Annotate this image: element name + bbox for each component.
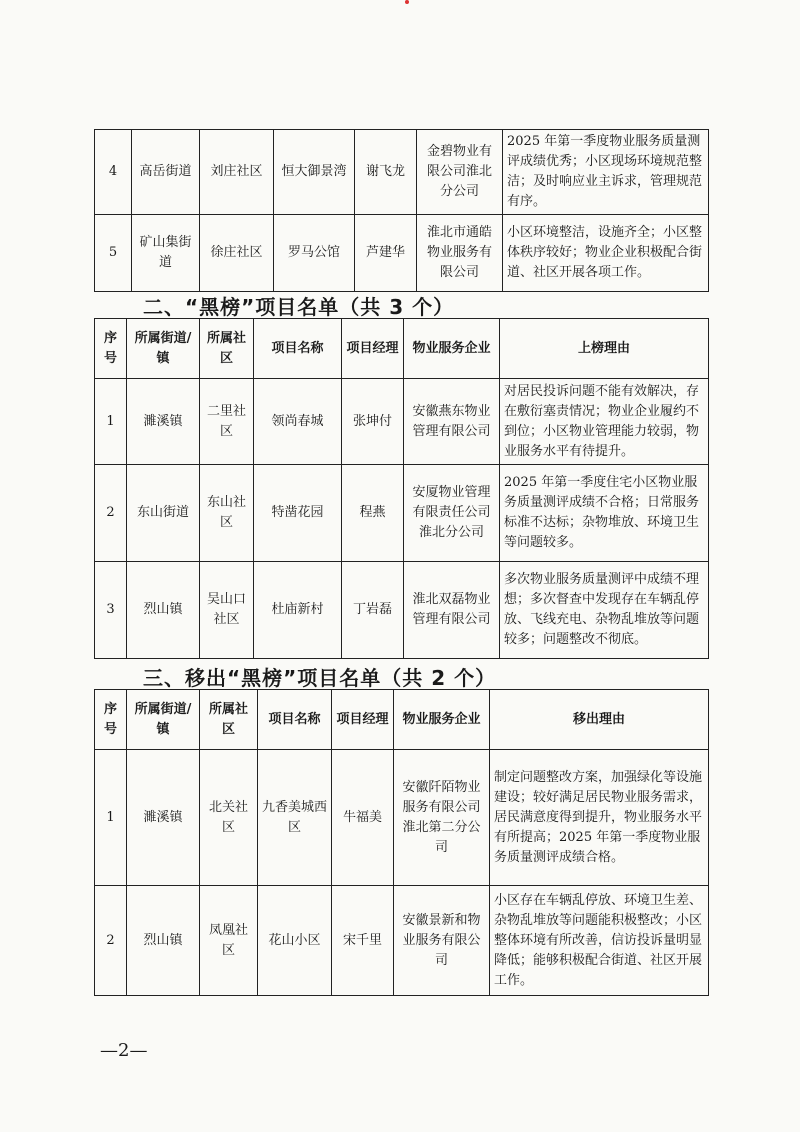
header-reason: 移出理由 [490, 690, 709, 750]
table-header-row [95, 319, 709, 379]
table-removed-from-blacklist [94, 689, 709, 996]
table-row [95, 750, 709, 886]
cell-street: 高岳街道 [132, 130, 200, 215]
cell-company: 安厦物业管理有限责任公司淮北分公司 [404, 465, 500, 562]
table-blacklist [94, 318, 709, 659]
table-row [95, 562, 709, 659]
cell-street: 烈山镇 [127, 562, 200, 659]
cell-project: 领尚春城 [254, 379, 342, 465]
cell-reason: 小区存在车辆乱停放、环境卫生差、杂物乱堆放等问题能积极整改；小区整体环境有所改善，信访投诉量明显降低；能够积极配合街道、社区开展工作。 [490, 886, 709, 996]
cell-company: 金碧物业有限公司淮北分公司 [417, 130, 503, 215]
header-street: 所属街道/镇 [127, 690, 200, 750]
cell-reason: 对居民投诉问题不能有效解决，存在敷衍塞责情况；物业企业履约不到位；小区物业管理能力较弱，物业服务水平有待提升。 [500, 379, 709, 465]
header-reason: 上榜理由 [500, 319, 709, 379]
cell-manager: 牛福美 [332, 750, 394, 886]
cell-street: 濉溪镇 [127, 750, 200, 886]
cell-company: 淮北双磊物业管理有限公司 [404, 562, 500, 659]
cell-no: 2 [95, 465, 127, 562]
cell-no: 5 [95, 215, 132, 292]
cell-no: 1 [95, 379, 127, 465]
cell-reason: 2025 年第一季度住宅小区物业服务质量测评成绩不合格；日常服务标准不达标；杂物堆放、环境卫生等问题较多。 [500, 465, 709, 562]
cell-no: 4 [95, 130, 132, 215]
cell-community: 刘庄社区 [200, 130, 274, 215]
header-manager: 项目经理 [342, 319, 404, 379]
cell-manager: 芦建华 [355, 215, 417, 292]
header-project: 项目名称 [258, 690, 332, 750]
table-honor-continued [94, 129, 709, 292]
cell-no: 3 [95, 562, 127, 659]
cell-project: 罗马公馆 [274, 215, 355, 292]
cell-no: 1 [95, 750, 127, 886]
table-header-row [95, 690, 709, 750]
header-company: 物业服务企业 [394, 690, 490, 750]
header-project: 项目名称 [254, 319, 342, 379]
scan-speck [405, 0, 409, 4]
cell-manager: 宋千里 [332, 886, 394, 996]
table-row [95, 379, 709, 465]
cell-company: 淮北市通皓物业服务有限公司 [417, 215, 503, 292]
cell-street: 烈山镇 [127, 886, 200, 996]
header-manager: 项目经理 [332, 690, 394, 750]
section-title-removed-from-blacklist: 三、移出“黑榜”项目名单（共 2 个） [143, 666, 497, 690]
cell-manager: 程燕 [342, 465, 404, 562]
header-no: 序号 [95, 319, 127, 379]
table-row [95, 130, 709, 215]
table-row [95, 886, 709, 996]
cell-community: 二里社区 [200, 379, 254, 465]
header-street: 所属街道/镇 [127, 319, 200, 379]
cell-reason: 制定问题整改方案，加强绿化等设施建设；较好满足居民物业服务需求，居民满意度得到提升，物业服务水平有所提高；2025 年第一季度物业服务质量测评成绩合格。 [490, 750, 709, 886]
cell-manager: 谢飞龙 [355, 130, 417, 215]
cell-community: 吴山口社区 [200, 562, 254, 659]
cell-company: 安徽阡陌物业服务有限公司淮北第二分公司 [394, 750, 490, 886]
cell-company: 安徽景新和物业服务有限公司 [394, 886, 490, 996]
cell-reason: 2025 年第一季度物业服务质量测评成绩优秀；小区现场环境规范整洁；及时响应业主诉求，管理规范有序。 [503, 130, 709, 215]
cell-company: 安徽燕东物业管理有限公司 [404, 379, 500, 465]
page-number: —2— [100, 1040, 148, 1061]
cell-project: 花山小区 [258, 886, 332, 996]
header-community: 所属社区 [200, 319, 254, 379]
cell-street: 东山街道 [127, 465, 200, 562]
header-company: 物业服务企业 [404, 319, 500, 379]
table-row [95, 465, 709, 562]
cell-no: 2 [95, 886, 127, 996]
cell-community: 北关社区 [200, 750, 258, 886]
cell-community: 徐庄社区 [200, 215, 274, 292]
cell-project: 九香美城西区 [258, 750, 332, 886]
cell-project: 恒大御景湾 [274, 130, 355, 215]
cell-project: 特凿花园 [254, 465, 342, 562]
cell-street: 矿山集街道 [132, 215, 200, 292]
section-title-blacklist: 二、“黑榜”项目名单（共 3 个） [143, 295, 455, 319]
cell-project: 杜庙新村 [254, 562, 342, 659]
cell-reason: 多次物业服务质量测评中成绩不理想；多次督查中发现存在车辆乱停放、飞线充电、杂物乱堆放等问题较多；问题整改不彻底。 [500, 562, 709, 659]
cell-community: 凤凰社区 [200, 886, 258, 996]
cell-street: 濉溪镇 [127, 379, 200, 465]
cell-community: 东山社区 [200, 465, 254, 562]
table-row [95, 215, 709, 292]
header-no: 序号 [95, 690, 127, 750]
cell-manager: 张坤付 [342, 379, 404, 465]
cell-reason: 小区环境整洁，设施齐全；小区整体秩序较好；物业企业积极配合街道、社区开展各项工作。 [503, 215, 709, 292]
header-community: 所属社区 [200, 690, 258, 750]
cell-manager: 丁岩磊 [342, 562, 404, 659]
